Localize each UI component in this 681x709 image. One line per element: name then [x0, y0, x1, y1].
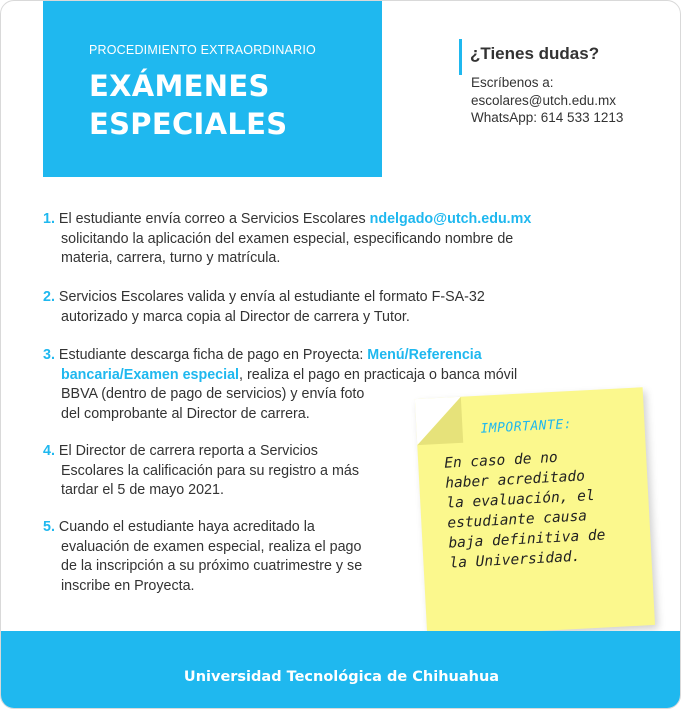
page-title — [89, 67, 379, 143]
step-1 — [43, 210, 531, 269]
step-text: tardar el 5 de mayo 2021. — [61, 482, 224, 498]
step-number: 2. — [43, 289, 55, 305]
contact-write-label: Escríbenos a: — [471, 75, 554, 90]
header-banner — [43, 1, 382, 177]
contact-question: ¿Tienes dudas? — [470, 44, 600, 63]
step-number: 3. — [43, 347, 55, 363]
step-2 — [43, 288, 485, 327]
menu-path-highlight: bancaria/Examen especial — [61, 366, 240, 383]
step-text: materia, carrera, turno y matrícula. — [61, 250, 281, 266]
step-text: Cuando el estudiante haya acreditado la — [54, 519, 315, 535]
menu-path-highlight: Menú/Referencia — [367, 347, 482, 363]
step-text: autorizado y marca copia al Director de carrera y Tutor. — [61, 308, 410, 325]
step-number: 1. — [43, 211, 55, 227]
step-text: solicitando la aplicación del examen especial, especificando nombre de — [61, 230, 514, 247]
step-text: Estudiante descarga ficha de pago en Proyecta: — [54, 347, 368, 363]
note-body — [444, 444, 640, 574]
step-text: evaluación de examen especial, realiza el pago — [61, 538, 362, 555]
sticky-note — [415, 387, 657, 639]
step-text: El estudiante envía correo a Servicios Escolares — [54, 211, 370, 227]
note-line: haber acreditado — [444, 468, 586, 492]
note-line: estudiante causa — [447, 508, 588, 532]
note-fold-cut — [415, 397, 463, 445]
step-number: 5. — [43, 519, 55, 535]
step-text: , realiza el pago en practicaja o banca móvil — [239, 366, 518, 383]
note-line: la Universidad. — [449, 548, 581, 572]
footer-band — [1, 631, 681, 709]
contact-email-link[interactable]: ndelgado@utch.edu.mx — [369, 211, 532, 227]
step-number: 4. — [43, 443, 55, 459]
step-text: El Director de carrera reporta a Servicios — [54, 443, 318, 459]
step-5 — [43, 518, 362, 596]
step-text: Escolares la calificación para su registro a más — [61, 462, 359, 479]
step-text: inscribe en Proyecta. — [61, 577, 195, 594]
step-text: de la inscripción a su próximo cuatrimestre y se — [61, 558, 363, 574]
title-line-2: ESPECIALES — [89, 107, 288, 141]
university-name: Universidad Tecnológica de Chihuahua — [183, 669, 500, 685]
step-text: Servicios Escolares valida y envía al estudiante el formato F-SA-32 — [54, 289, 485, 305]
step-4 — [43, 442, 359, 501]
step-text: del comprobante al Director de carrera. — [61, 405, 310, 422]
note-line: En caso de no — [443, 449, 559, 472]
contact-accent-bar — [459, 39, 462, 75]
note-line: baja definitiva de — [448, 527, 606, 552]
header-kicker: PROCEDIMIENTO EXTRAORDINARIO — [89, 43, 316, 57]
step-text: BBVA (dentro de pago de servicios) y envía foto — [61, 386, 365, 402]
contact-email[interactable]: escolares@utch.edu.mx — [471, 93, 617, 108]
note-line: la evaluación, el — [445, 487, 596, 512]
note-label: IMPORTANTE: — [480, 417, 573, 437]
contact-whatsapp[interactable]: WhatsApp: 614 533 1213 — [471, 110, 624, 125]
title-line-1: EXÁMENES — [89, 69, 270, 103]
